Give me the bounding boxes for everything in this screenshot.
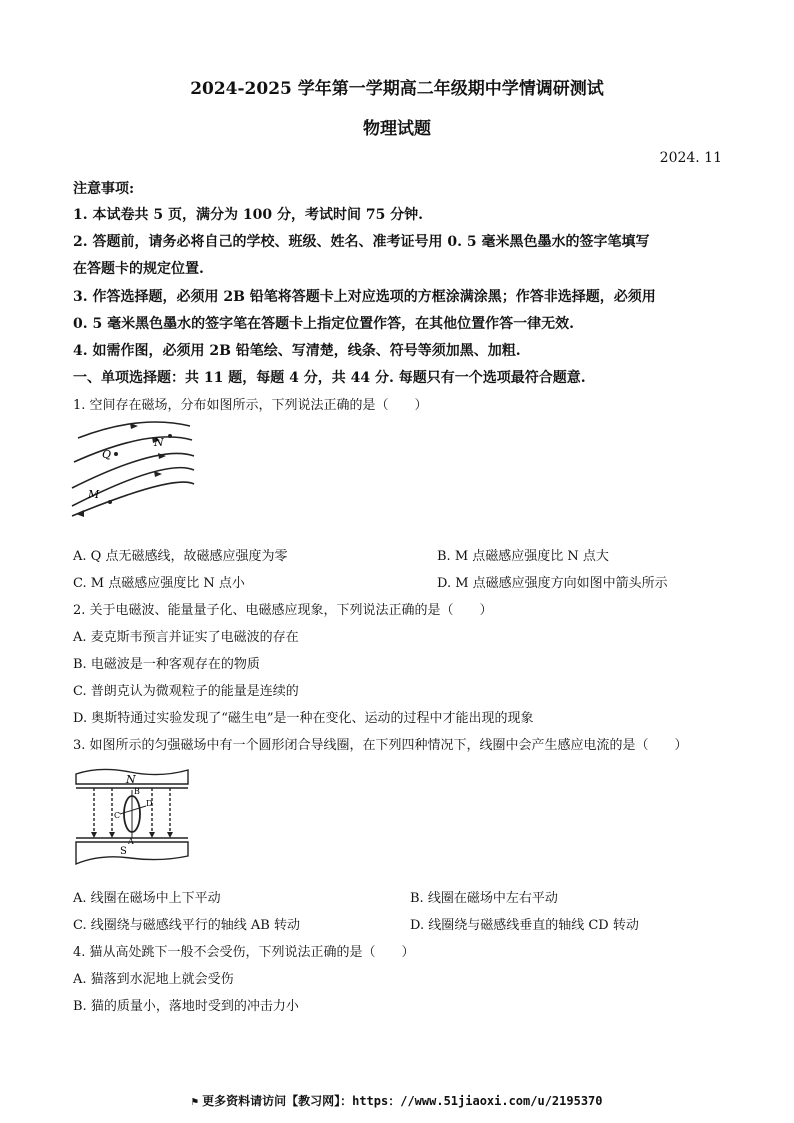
label-south: S <box>120 846 127 857</box>
q4-option-b: B. 猫的质量小，落地时受到的冲击力小 <box>73 999 299 1014</box>
section-heading: 一、单项选择题：共 11 题，每题 4 分，共 44 分. 每题只有一个选项最符合题意. <box>73 370 586 386</box>
notice-item-1: 1. 本试卷共 5 页，满分为 100 分，考试时间 75 分钟. <box>73 207 424 223</box>
label-m: M <box>88 488 100 501</box>
exam-subtitle: 物理试题 <box>363 119 431 139</box>
b-arrow-4 <box>167 832 173 838</box>
notice-item-3-cont: 0. 5 毫米黑色墨水的签字笔在答题卡上指定位置作答，在其他位置作答一律无效. <box>73 316 574 332</box>
q1-option-a: A. Q 点无磁感线，故磁感应强度为零 <box>73 549 288 564</box>
q4-option-a: A. 猫落到水泥地上就会受伤 <box>73 972 234 987</box>
question-3-stem: 3. 如图所示的匀强磁场中有一个圆形闭合导线圈，在下列四种情况下，线圈中会产生感应电流的是（ ） <box>73 738 688 753</box>
question-4-stem: 4. 猫从高处跳下一般不会受伤，下列说法正确的是（ ） <box>73 945 415 960</box>
notice-item-4: 4. 如需作图，必须用 2B 铅笔绘、写清楚，线条、符号等须加黑、加粗. <box>73 343 521 359</box>
footer-link[interactable] <box>0 1092 794 1109</box>
q3-option-c: C. 线圈绕与磁感线平行的轴线 AB 转动 <box>73 918 300 933</box>
label-n: N <box>154 436 164 449</box>
q3-option-b: B. 线圈在磁场中左右平动 <box>410 891 558 906</box>
q3-option-d: D. 线圈绕与磁感线垂直的轴线 CD 转动 <box>410 918 639 933</box>
notice-heading: 注意事项: <box>73 181 135 197</box>
q2-option-d: D. 奥斯特通过实验发现了“磁生电”是一种在变化、运动的过程中才能出现的现象 <box>73 711 534 726</box>
b-arrow-2 <box>109 832 115 838</box>
q1-option-d: D. M 点磁感应强度方向如图中箭头所示 <box>437 576 668 591</box>
q2-option-a: A. 麦克斯韦预言并证实了电磁波的存在 <box>73 630 299 645</box>
b-arrow-1 <box>91 832 97 838</box>
q3-option-a: A. 线圈在磁场中上下平动 <box>73 891 221 906</box>
label-d: D <box>146 799 153 808</box>
field-line-1 <box>78 422 190 438</box>
magnetic-field-lines-figure <box>70 418 200 522</box>
exam-title: 2024-2025 学年第一学期高二年级期中学情调研测试 <box>190 79 604 99</box>
uniform-field-coil-figure <box>70 762 194 874</box>
question-1-stem: 1. 空间存在磁场，分布如图所示，下列说法正确的是（ ） <box>73 398 428 413</box>
notice-item-3: 3. 作答选择题，必须用 2B 铅笔将答题卡上对应选项的方框涂满涂黑；作答非选择题，必须用 <box>73 289 656 305</box>
exam-date: 2024. 11 <box>659 150 722 166</box>
point-n-dot <box>168 434 172 438</box>
label-q: Q <box>102 448 112 461</box>
label-a: A <box>128 837 134 846</box>
b-arrow-3 <box>149 832 155 838</box>
point-q-dot <box>114 452 118 456</box>
flag-icon: ⚑ <box>191 1095 199 1108</box>
label-north: N <box>126 773 136 786</box>
field-arrow-4 <box>154 471 162 477</box>
q2-option-c: C. 普朗克认为微观粒子的能量是连续的 <box>73 684 299 699</box>
q2-option-b: B. 电磁波是一种客观存在的物质 <box>73 657 260 672</box>
point-m-dot <box>108 500 112 504</box>
field-line-2 <box>74 437 192 462</box>
label-c: C <box>114 811 121 820</box>
field-arrow-m <box>76 510 84 517</box>
notice-item-2-cont: 在答题卡的规定位置. <box>73 261 204 277</box>
question-2-stem: 2. 关于电磁波、能量量子化、电磁感应现象，下列说法正确的是（ ） <box>73 603 493 618</box>
notice-item-2: 2. 答题前，请务必将自己的学校、班级、姓名、准考证号用 0. 5 毫米黑色墨水的签字笔填写 <box>73 234 650 250</box>
label-b: B <box>134 787 140 796</box>
q1-option-c: C. M 点磁感应强度比 N 点小 <box>73 576 245 591</box>
q1-option-b: B. M 点磁感应强度比 N 点大 <box>437 549 609 564</box>
footer-text: 更多资料请访问【教习网】：https：//www.51jiaoxi.com/u/2195370 <box>202 1094 603 1108</box>
